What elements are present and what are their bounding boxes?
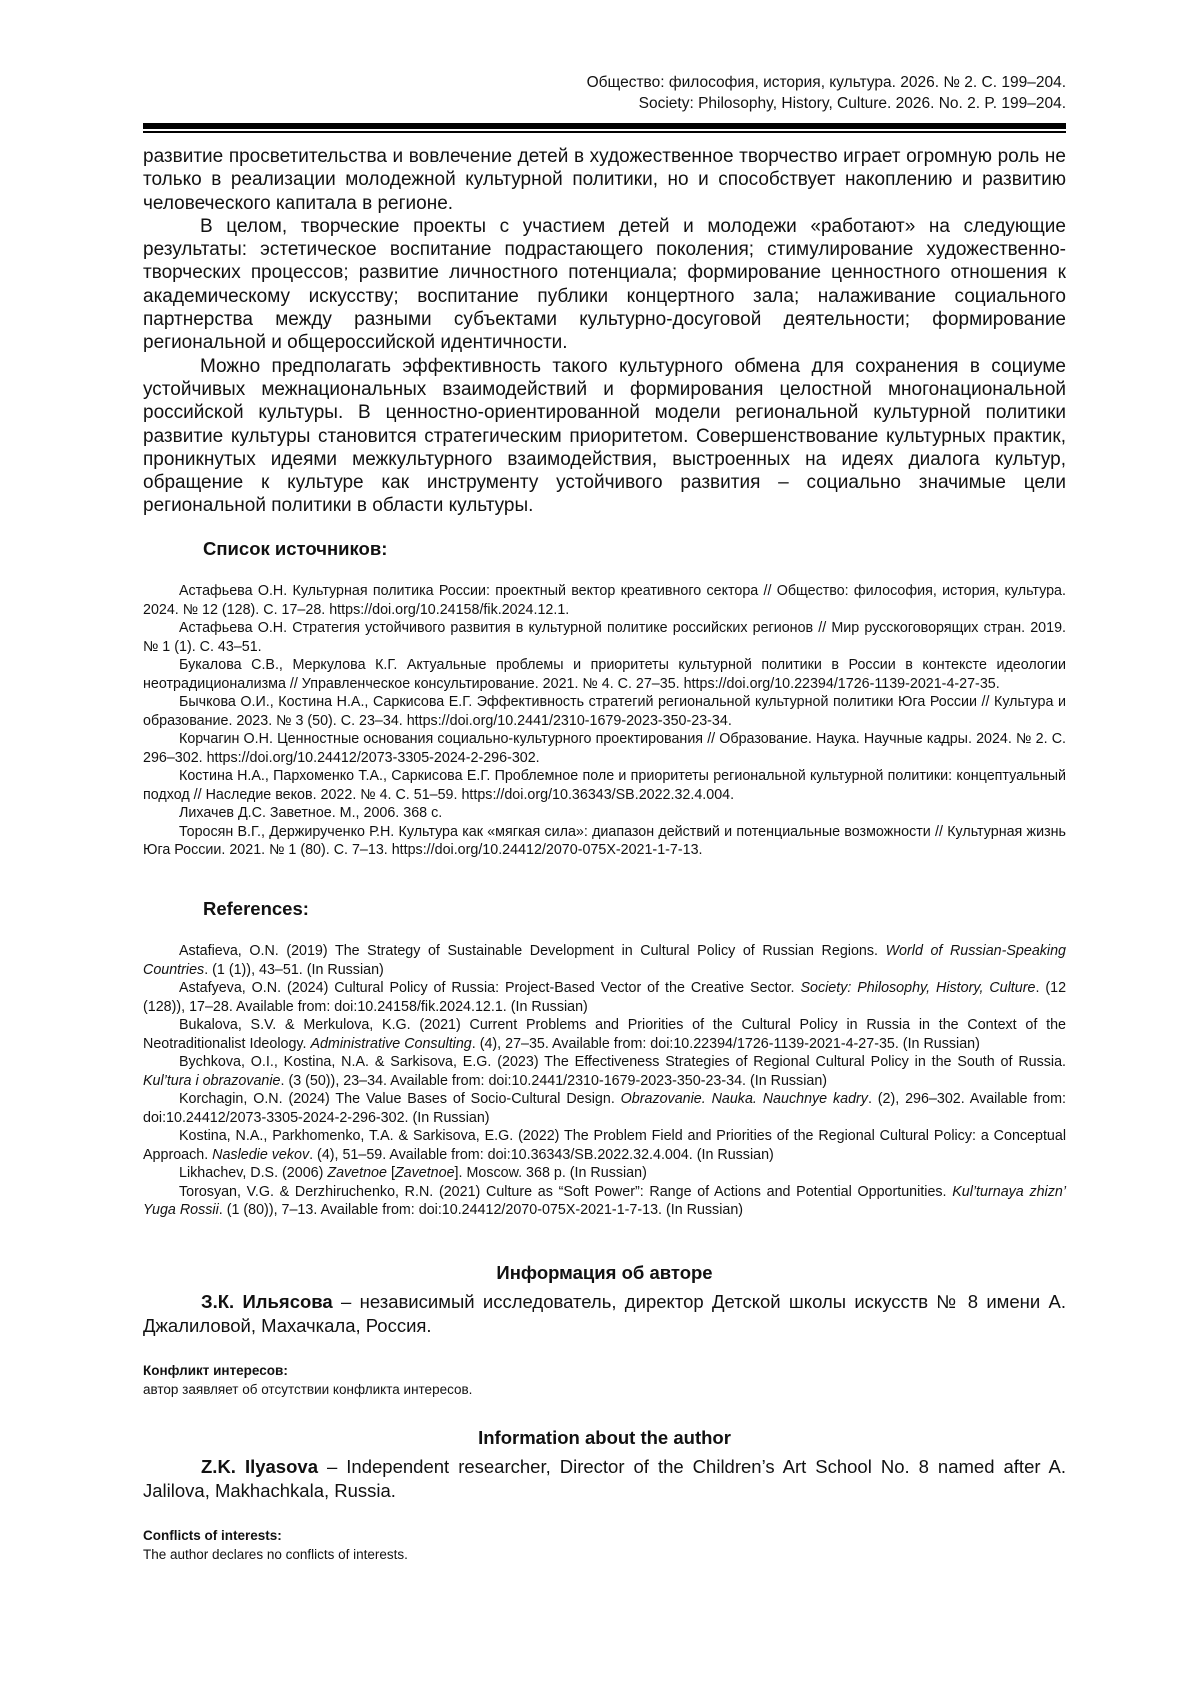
references-list	[143, 942, 1066, 1220]
author-name-ru: З.К. Ильясова	[201, 1291, 333, 1312]
source-item: Астафьева О.Н. Культурная политика России: проектный вектор креативного сектора // Общество: философия, история, культура. 2024. № 12 (128). С. 17–28. https://doi.org/10.24158/fik.2024.12.1.	[143, 583, 1066, 618]
author-description-en: – Independent researcher, Director of the Children’s Art School No. 8 named after A. Jalilova, Makhachkala, Russia.	[143, 1456, 1066, 1501]
reference-item: Torosyan, V.G. & Derzhiruchenko, R.N. (2021) Culture as “Soft Power”: Range of Actions and Potential Opportunities. Kul’turnaya zhizn’ Yuga Rossii. (1 (80)), 7–13. Available from: doi:10.24412/2070-075X-2021-1-7-13. (In Russian)	[143, 1183, 1066, 1218]
source-item: Торосян В.Г., Держирученко Р.Н. Культура как «мягкая сила»: диапазон действий и потенциальные возможности // Культурная жизнь Юга России. 2021. № 1 (80). С. 7–13. https://doi.org/10.24412/2070-075X-2021-1-7-13.	[143, 823, 1066, 858]
reference-item: Bukalova, S.V. & Merkulova, K.G. (2021) Current Problems and Priorities of the Cultural Policy in Russia in the Context of the Neotraditionalist Ideology. Administrative Consulting. (4), 27–35. Available from: doi:10.22394/1726-1139-2021-4-27-35. (In Russian)	[143, 1017, 1066, 1052]
header-rule-thin	[143, 131, 1066, 133]
conflict-text-en: The author declares no conflicts of interests.	[143, 1547, 408, 1562]
header-rule-thick	[143, 123, 1066, 129]
author-info-ru	[143, 1290, 1066, 1338]
conflict-heading-en: Conflicts of interests:	[143, 1528, 282, 1543]
reference-item: Likhachev, D.S. (2006) Zavetnoe [Zavetnoe]. Moscow. 368 p. (In Russian)	[179, 1165, 647, 1181]
reference-item: Kostina, N.A., Parkhomenko, T.A. & Sarkisova, E.G. (2022) The Problem Field and Priorities of the Regional Cultural Policy: a Conceptual Approach. Nasledie vekov. (4), 51–59. Available from: doi:10.36343/SB.2022.32.4.004. (In Russian)	[143, 1128, 1066, 1163]
source-item: Букалова С.В., Меркулова К.Г. Актуальные проблемы и приоритеты культурной политики в России в контексте идеологии неотрадиционализма // Управленческое консультирование. 2021. № 4. С. 27–35. https://doi.org/10.22394/1726-1139-2021-4-27-35.	[143, 657, 1066, 692]
header-citation-ru: Общество: философия, история, культура. 2026. № 2. С. 199–204.	[586, 74, 1066, 91]
conflict-text-ru: автор заявляет об отсутствии конфликта интересов.	[143, 1382, 473, 1397]
reference-item: Bychkova, O.I., Kostina, N.A. & Sarkisova, E.G. (2023) The Effectiveness Strategies of Regional Cultural Policy in the South of Russia. Kul’tura i obrazovanie. (3 (50)), 23–34. Available from: doi:10.2441/2310-1679-2023-350-23-34. (In Russian)	[143, 1054, 1066, 1089]
running-header	[587, 72, 1066, 114]
source-item: Бычкова О.И., Костина Н.А., Саркисова Е.Г. Эффективность стратегий региональной культурной политики Юга России // Культура и образование. 2023. № 3 (50). С. 23–34. https://doi.org/10.2441/2310-1679-2023-350-23-34.	[143, 694, 1066, 729]
conflict-heading-ru: Конфликт интересов:	[143, 1363, 288, 1378]
header-citation-en: Society: Philosophy, History, Culture. 2026. No. 2. P. 199–204.	[638, 95, 1066, 112]
body-paragraph-1: развитие просветительства и вовлечение детей в художественное творчество играет огромную роль не только в реализации молодежной культурной политики, но и способствует накоплению и развитию человеческого капитала в регионе.	[143, 146, 1066, 214]
references-heading: References:	[203, 898, 309, 919]
source-item: Корчагин О.Н. Ценностные основания социально-культурного проектирования // Образование. Наука. Научные кадры. 2024. № 2. С. 296–302. https://doi.org/10.24412/2073-3305-2024-2-296-302.	[143, 731, 1066, 766]
source-item: Астафьева О.Н. Стратегия устойчивого развития в культурной политике российских регионов // Мир русскоговорящих стран. 2019. № 1 (1). С. 43–51.	[143, 620, 1066, 655]
body-paragraph-3: Можно предполагать эффективность такого культурного обмена для сохранения в социуме устойчивых межнациональных взаимодействий и формирования целостной многонациональной российской культуры. В ценностно-ориентированной модели региональной культурной политики развитие культуры становится стратегическим приоритетом. Совершенствование культурных практик, проникнутых идеями межкультурного взаимодействия, выстроенных на идеях диалога культур, обращение к культуре как инструменту устойчивого развития – социально значимые цели региональной политики в области культуры.	[143, 355, 1066, 517]
article-body	[143, 145, 1066, 518]
reference-item: Astafieva, O.N. (2019) The Strategy of Sustainable Development in Cultural Policy of Russian Regions. World of Russian-Speaking Countries. (1 (1)), 43–51. (In Russian)	[143, 943, 1066, 978]
author-name-en: Z.K. Ilyasova	[201, 1456, 318, 1477]
author-description-ru: – независимый исследователь, директор Детской школы искусств № 8 имени А. Джалиловой, Махачкала, Россия.	[143, 1291, 1067, 1336]
sources-heading: Список источников:	[203, 538, 388, 559]
author-info-en	[143, 1455, 1066, 1503]
author-info-heading-en: Information about the author	[478, 1427, 731, 1448]
author-info-heading-ru: Информация об авторе	[496, 1262, 713, 1283]
source-item: Лихачев Д.С. Заветное. М., 2006. 368 с.	[179, 805, 443, 821]
sources-list	[143, 582, 1066, 860]
reference-item: Korchagin, O.N. (2024) The Value Bases of Socio-Cultural Design. Obrazovanie. Nauka. Nauchnye kadry. (2), 296–302. Available from: doi:10.24412/2073-3305-2024-2-296-302. (In Russian)	[143, 1091, 1067, 1126]
source-item: Костина Н.А., Пархоменко Т.А., Саркисова Е.Г. Проблемное поле и приоритеты региональной культурной политики: концептуальный подход // Наследие веков. 2022. № 4. С. 51–59. https://doi.org/10.36343/SB.2022.32.4.004.	[143, 768, 1066, 803]
reference-item: Astafyeva, O.N. (2024) Cultural Policy of Russia: Project-Based Vector of the Creative Sector. Society: Philosophy, History, Culture. (12 (128)), 17–28. Available from: doi:10.24158/fik.2024.12.1. (In Russian)	[143, 980, 1067, 1015]
body-paragraph-2: В целом, творческие проекты с участием детей и молодежи «работают» на следующие результаты: эстетическое воспитание подрастающего поколения; стимулирование художественно-творческих процессов; развитие личностного потенциала; формирование ценностного отношения к академическому искусству; воспитание публики концертного зала; налаживание социального партнерства между разными субъектами культурно-досуговой деятельности; формирование региональной и общероссийской идентичности.	[143, 215, 1066, 354]
